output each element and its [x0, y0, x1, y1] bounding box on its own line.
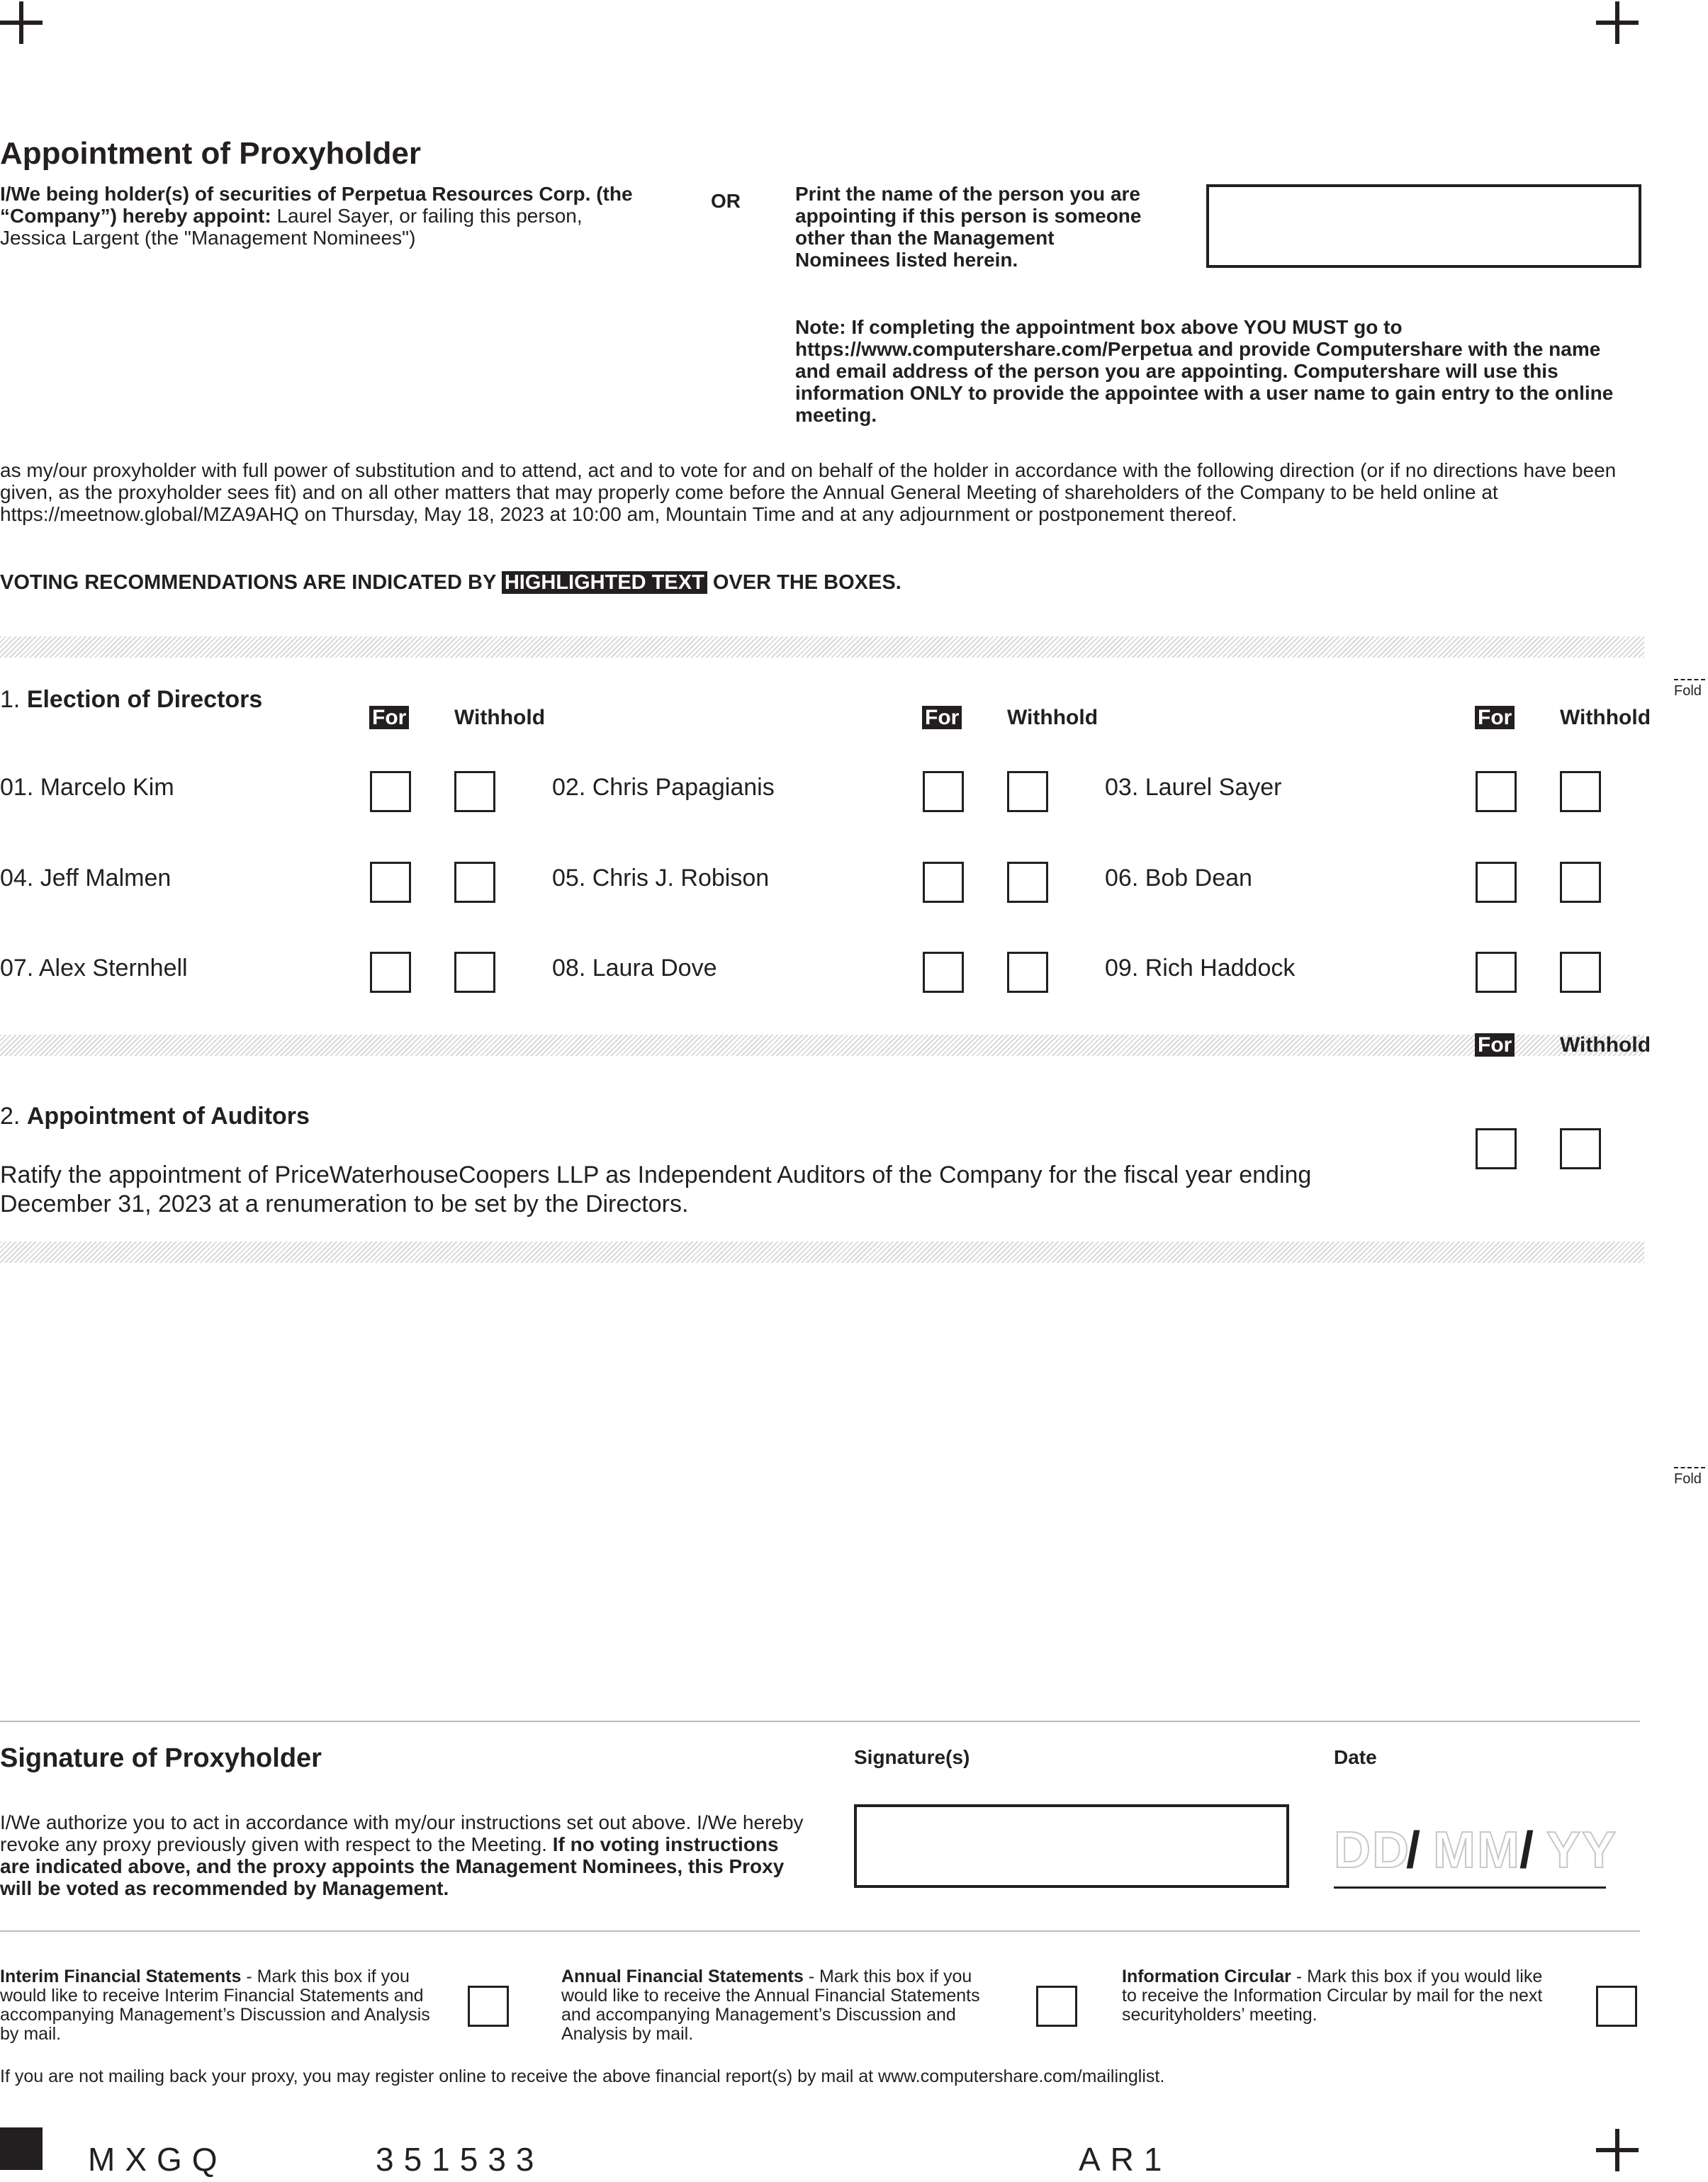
or-label: OR	[711, 190, 741, 212]
withhold-checkbox-02[interactable]	[1007, 771, 1048, 812]
appointee-name-input[interactable]	[1206, 184, 1641, 268]
for-checkbox-01[interactable]	[370, 771, 411, 812]
withhold-checkbox-07[interactable]	[454, 952, 495, 993]
for-header-col2: For	[922, 706, 962, 730]
election-heading	[0, 686, 262, 714]
withhold-checkbox-06[interactable]	[1560, 862, 1601, 903]
date-separator-2: /	[1519, 1822, 1534, 1879]
print-name-label: Print the name of the person you are appointing if this person is someone other than the Management Nominees listed herein.	[795, 183, 1142, 271]
footer-black-square	[0, 2127, 43, 2170]
withhold-checkbox-auditors[interactable]	[1560, 1128, 1601, 1169]
footer-code-mxgq: MXGQ	[88, 2141, 227, 2178]
fold-mark-2: Fold	[1674, 1467, 1705, 1488]
withhold-header-col1: Withhold	[454, 706, 546, 729]
for-checkbox-06[interactable]	[1476, 862, 1517, 903]
withhold-header-col3: Withhold	[1560, 706, 1651, 729]
withhold-header-col2: Withhold	[1007, 706, 1099, 729]
appointment-note: Note: If completing the appointment box above YOU MUST go to https://www.computershare.com/Perpetua and provide Computershare with the name and email address of the person you are appointing. Computershare will use this information ONLY to provide the appointee with a user name to gain entry to the online meeting.	[795, 316, 1614, 426]
for-checkbox-auditors[interactable]	[1476, 1128, 1517, 1169]
interim-statements-text: Interim Financial Statements - Mark this box if you would like to receive Interim Financial Statements and accompanying Management’s Discussion and Analysis by mail.	[0, 1967, 430, 2044]
voting-rec-prefix: VOTING RECOMMENDATIONS ARE INDICATED BY	[0, 571, 496, 594]
election-title: Election of Directors	[26, 686, 263, 713]
withhold-checkbox-09[interactable]	[1560, 952, 1601, 993]
signature-text-bold: If no voting instructions are indicated above, and the proxy appoints the Management Nominees, this Proxy will be voted as recommended by Management.	[0, 1833, 785, 1899]
director-name-02: 02. Chris Papagianis	[552, 774, 775, 801]
date-label: Date	[1334, 1746, 1377, 1768]
for-checkbox-05[interactable]	[923, 862, 964, 903]
footer-code-351533: 351533	[376, 2141, 544, 2178]
voting-rec-highlight: HIGHLIGHTED TEXT	[502, 571, 707, 594]
for-checkbox-04[interactable]	[370, 862, 411, 903]
for-checkbox-02[interactable]	[923, 771, 964, 812]
authority-text: as my/our proxyholder with full power of substitution and to attend, act and to vote for and on behalf of the holder in accordance with the following direction (or if no directions have been given, as the proxyholder sees fit) and on all other matters that may properly come before the Annual General Meeting of shareholders of the Company to be held online at https://meetnow.global/MZA9AHQ on Thursday, May 18, 2023 at 10:00 am, Mountain Time and at any adjournment or postponement thereof.	[0, 459, 1617, 525]
voting-recommendations	[0, 571, 901, 595]
hatch-divider-1	[0, 636, 1644, 658]
withhold-checkbox-05[interactable]	[1007, 862, 1048, 903]
auditors-text: Ratify the appointment of PriceWaterhouseCoopers LLP as Independent Auditors of the Company for the fiscal year ending December 31, 2023 at a renumeration to be set by the Directors.	[0, 1162, 1312, 1217]
signature-text-normal: I/We authorize you to act in accordance with my/our instructions set out above. I/We hereby revoke any proxy previously given with respect to the Meeting.	[0, 1811, 804, 1855]
for-checkbox-03[interactable]	[1476, 771, 1517, 812]
director-name-01: 01. Marcelo Kim	[0, 774, 174, 801]
proxy-title: Appointment of Proxyholder	[0, 136, 421, 171]
footer-code-ar1: AR1	[1079, 2141, 1172, 2178]
for-checkbox-07[interactable]	[370, 952, 411, 993]
director-name-04: 04. Jeff Malmen	[0, 865, 172, 892]
hatch-divider-3	[0, 1242, 1644, 1263]
mailing-note: If you are not mailing back your proxy, you may register online to receive the above financial report(s) by mail at www.computershare.com/mailinglist.	[0, 2066, 1165, 2086]
date-separator-1: /	[1406, 1822, 1421, 1879]
signature-top-rule	[0, 1721, 1640, 1722]
information-circular-text: Information Circular - Mark this box if you would like to receive the Information Circular by mail for the next securityholders’ meeting.	[1122, 1967, 1543, 2025]
signature-title: Signature of Proxyholder	[0, 1743, 322, 1773]
date-dd-placeholder: DD	[1334, 1822, 1410, 1879]
information-circular-checkbox[interactable]	[1596, 1986, 1637, 2027]
voting-rec-suffix: OVER THE BOXES.	[712, 571, 901, 594]
annual-statements-text: Annual Financial Statements - Mark this box if you would like to receive the Annual Financial Statements and accompanying Management’s Discussion and Analysis by mail.	[561, 1967, 980, 2044]
mailing-top-rule	[0, 1930, 1640, 1932]
for-checkbox-09[interactable]	[1476, 952, 1517, 993]
director-name-05: 05. Chris J. Robison	[552, 865, 770, 892]
date-mm-placeholder: MM	[1433, 1822, 1521, 1879]
fold-mark-1: Fold	[1674, 679, 1705, 699]
withhold-checkbox-08[interactable]	[1007, 952, 1048, 993]
signature-label: Signature(s)	[854, 1746, 970, 1768]
director-name-09: 09. Rich Haddock	[1105, 955, 1296, 982]
annual-statements-checkbox[interactable]	[1036, 1986, 1077, 2027]
interim-statements-checkbox[interactable]	[468, 1986, 509, 2027]
election-number: 1.	[0, 686, 21, 713]
for-header-col1: For	[369, 706, 409, 730]
auditors-title: Appointment of Auditors	[26, 1103, 310, 1130]
signature-authorization	[0, 1811, 808, 1899]
for-header-col3: For	[1475, 706, 1515, 730]
hatch-divider-2	[0, 1035, 1644, 1056]
withhold-checkbox-03[interactable]	[1560, 771, 1601, 812]
for-checkbox-08[interactable]	[923, 952, 964, 993]
withhold-checkbox-01[interactable]	[454, 771, 495, 812]
proxy-intro-normal: Laurel Sayer, or failing this person, Jessica Largent (the "Management Nominees")	[0, 205, 583, 249]
proxy-intro-bold: I/We being holder(s) of securities of Perpetua Resources Corp. (the “Company”) hereby appoint:	[0, 183, 633, 227]
signature-field[interactable]	[854, 1804, 1289, 1888]
for-header-auditors: For	[1475, 1033, 1515, 1057]
proxy-intro	[0, 183, 652, 249]
withhold-header-auditors: Withhold	[1560, 1033, 1651, 1057]
director-name-03: 03. Laurel Sayer	[1105, 774, 1282, 801]
withhold-checkbox-04[interactable]	[454, 862, 495, 903]
director-name-06: 06. Bob Dean	[1105, 865, 1252, 892]
date-yy-placeholder: YY	[1546, 1822, 1618, 1879]
director-name-07: 07. Alex Sternhell	[0, 955, 188, 982]
auditors-heading	[0, 1103, 310, 1130]
auditors-number: 2.	[0, 1103, 21, 1130]
director-name-08: 08. Laura Dove	[552, 955, 717, 982]
